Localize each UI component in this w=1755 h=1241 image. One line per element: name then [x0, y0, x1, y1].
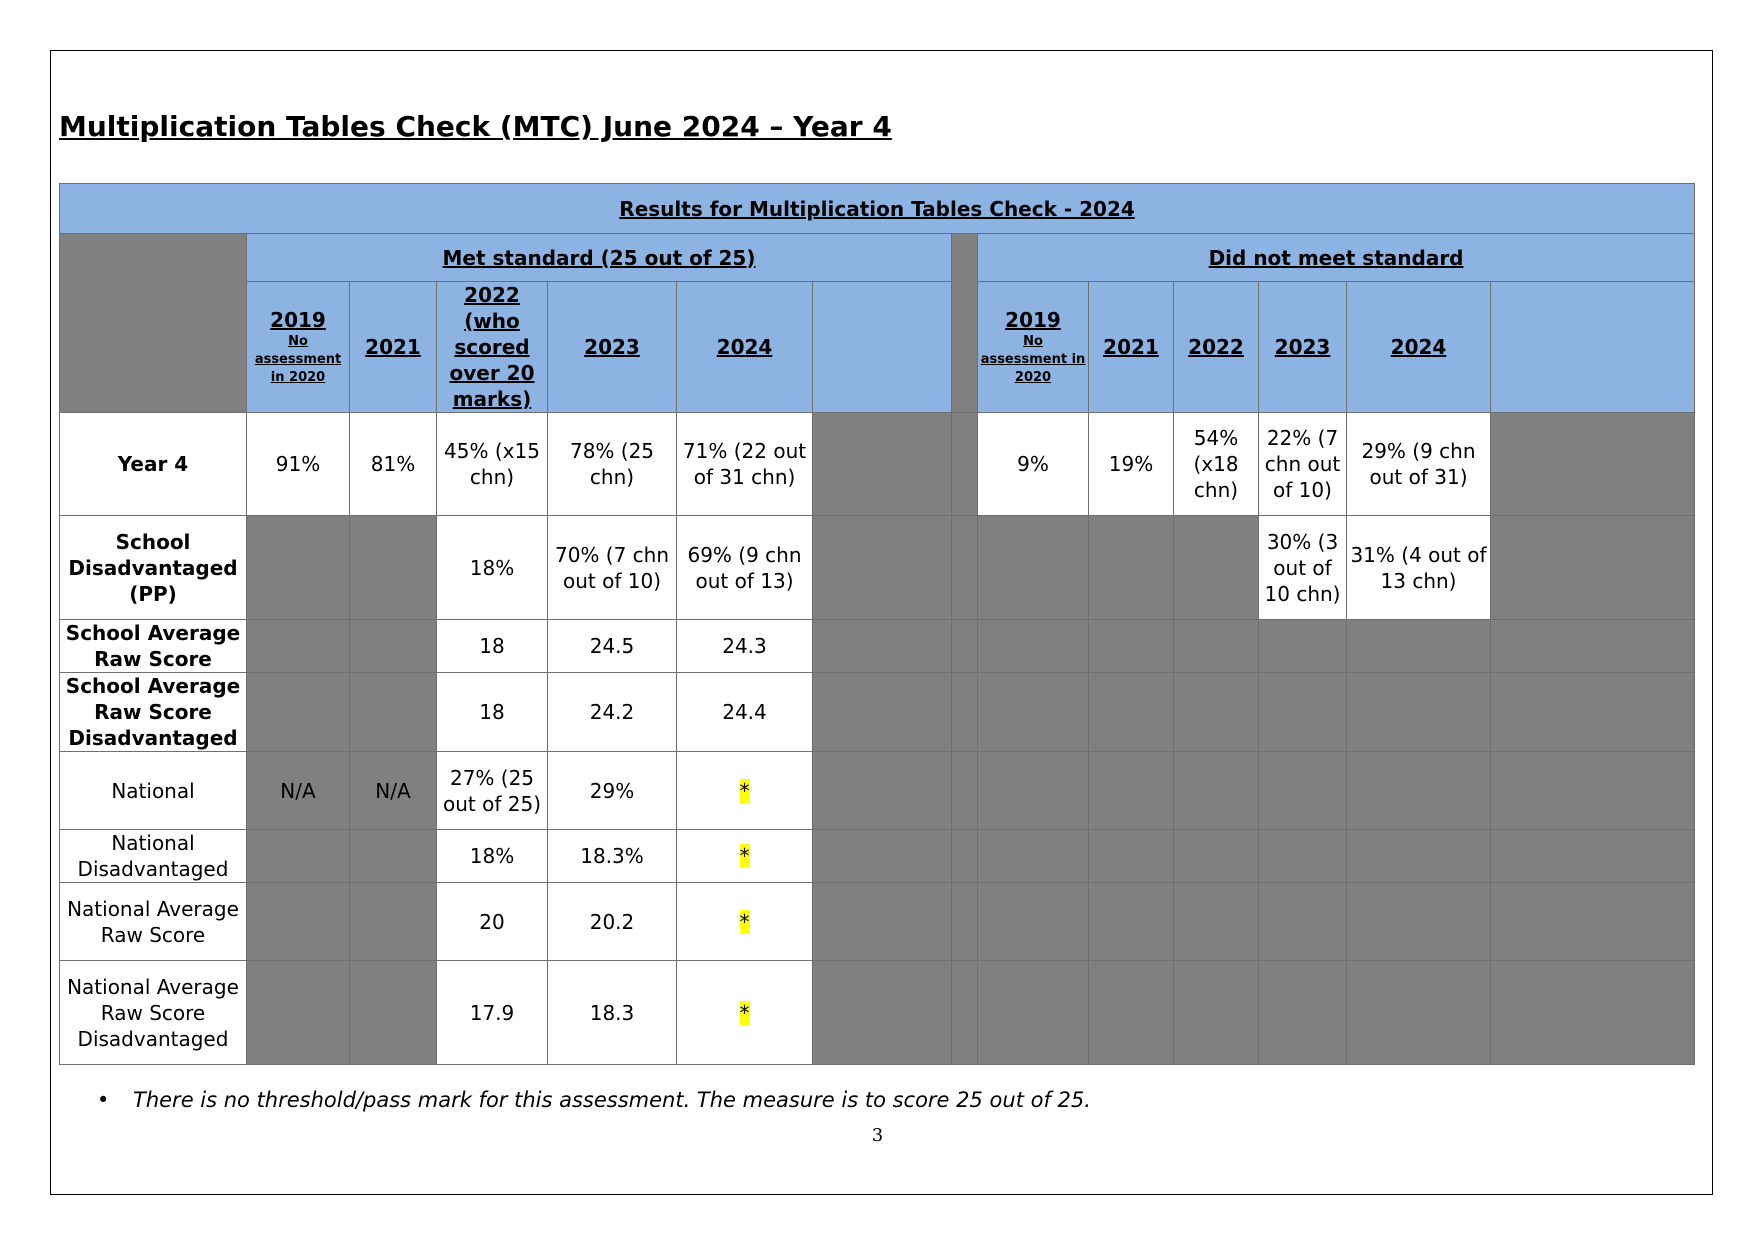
table-cell: [677, 830, 813, 883]
shaded-cell: [978, 830, 1089, 883]
table-cell: 81%: [350, 413, 437, 516]
shaded-cell: [350, 961, 437, 1065]
separator-cell: [952, 620, 978, 673]
shaded-cell: [813, 883, 952, 961]
met-col-2021: 2021: [350, 282, 437, 413]
table-cell: 18%: [437, 830, 548, 883]
table-cell: 20: [437, 883, 548, 961]
shaded-cell: [247, 673, 350, 752]
row-label: School Average Raw Score Disadvantaged: [60, 673, 247, 752]
shaded-cell: [247, 620, 350, 673]
shaded-cell: [1089, 673, 1174, 752]
table-cell: 27% (25 out of 25): [437, 752, 548, 830]
table-cell: 69% (9 chn out of 13): [677, 516, 813, 620]
table-row: [60, 752, 1695, 830]
pending-marker: *: [739, 1000, 750, 1025]
shaded-cell: [350, 516, 437, 620]
shaded-cell: [247, 961, 350, 1065]
table-cell: 29%: [548, 752, 677, 830]
shaded-cell: [1491, 516, 1695, 620]
separator-cell: [952, 413, 978, 516]
table-cell: 70% (7 chn out of 10): [548, 516, 677, 620]
pending-marker: *: [739, 778, 750, 803]
row-label: National Average Raw Score: [60, 883, 247, 961]
met-col-2023: 2023: [548, 282, 677, 413]
met-standard-header: Met standard (25 out of 25): [247, 234, 952, 282]
table-row: [60, 620, 1695, 673]
shaded-cell: [1089, 883, 1174, 961]
table-cell: 24.4: [677, 673, 813, 752]
shaded-cell: [1491, 752, 1695, 830]
table-cell: 17.9: [437, 961, 548, 1065]
shaded-cell: [1174, 883, 1259, 961]
table-cell: 24.3: [677, 620, 813, 673]
shaded-cell: [978, 752, 1089, 830]
row-label: National: [60, 752, 247, 830]
shaded-cell: [813, 673, 952, 752]
table-cell: 18: [437, 673, 548, 752]
notmet-col-2021: 2021: [1089, 282, 1174, 413]
shaded-cell: [1174, 516, 1259, 620]
shaded-cell: [813, 620, 952, 673]
no-assessment-note: No assessment in 2020: [254, 334, 342, 385]
table-cell: 78% (25 chn): [548, 413, 677, 516]
shaded-cell: [1174, 673, 1259, 752]
shaded-cell: [1259, 752, 1347, 830]
shaded-cell: [1089, 516, 1174, 620]
table-cell: 22% (7 chn out of 10): [1259, 413, 1347, 516]
table-cell: 31% (4 out of 13 chn): [1347, 516, 1491, 620]
notmet-col-2019: 2019 No assessment in 2020: [978, 282, 1089, 413]
shaded-cell: [978, 516, 1089, 620]
shaded-cell: [350, 620, 437, 673]
met-col-2022: 2022 (who scored over 20 marks): [437, 282, 548, 413]
table-row: [60, 673, 1695, 752]
shaded-cell: [1089, 961, 1174, 1065]
table-cell: 18%: [437, 516, 548, 620]
table-cell: 9%: [978, 413, 1089, 516]
shaded-cell: [247, 830, 350, 883]
row-label: Year 4: [60, 413, 247, 516]
shaded-cell: [1089, 752, 1174, 830]
shaded-cell: [1347, 752, 1491, 830]
table-row: [60, 830, 1695, 883]
shaded-cell: [1491, 413, 1695, 516]
shaded-cell: [350, 673, 437, 752]
shaded-cell: [1259, 830, 1347, 883]
shaded-cell: [1089, 830, 1174, 883]
row-label: School Average Raw Score: [60, 620, 247, 673]
table-caption: Results for Multiplication Tables Check - 2024: [60, 184, 1695, 234]
shaded-cell: [1347, 673, 1491, 752]
shaded-cell: [978, 620, 1089, 673]
pending-marker: *: [739, 844, 750, 868]
shaded-cell: [350, 883, 437, 961]
shaded-cell: [813, 830, 952, 883]
separator-cell: [952, 752, 978, 830]
page-number: 3: [871, 1125, 884, 1146]
not-met-standard-header: Did not meet standard: [978, 234, 1695, 282]
shaded-cell: [1347, 620, 1491, 673]
shaded-cell: [1491, 620, 1695, 673]
mtc-results-table: [59, 183, 1695, 1065]
table-row: [60, 961, 1695, 1065]
table-cell: [677, 752, 813, 830]
no-assessment-note: No assessment in 2020: [980, 334, 1086, 385]
shaded-cell: [978, 961, 1089, 1065]
separator-cell: [952, 234, 978, 413]
shaded-cell: [350, 830, 437, 883]
table-cell: 91%: [247, 413, 350, 516]
table-cell: 19%: [1089, 413, 1174, 516]
met-col-blank: [813, 282, 952, 413]
pending-marker: *: [739, 909, 750, 934]
table-cell: 20.2: [548, 883, 677, 961]
separator-cell: [952, 883, 978, 961]
table-cell: 18: [437, 620, 548, 673]
shaded-cell: [978, 883, 1089, 961]
table-cell: 71% (22 out of 31 chn): [677, 413, 813, 516]
notmet-col-2023: 2023: [1259, 282, 1347, 413]
shaded-cell: [1347, 883, 1491, 961]
shaded-cell: [978, 673, 1089, 752]
table-cell: 29% (9 chn out of 31): [1347, 413, 1491, 516]
table-cell: 18.3: [548, 961, 677, 1065]
notmet-col-2022: 2022: [1174, 282, 1259, 413]
bullet-icon: •: [97, 1088, 110, 1112]
shaded-cell: [813, 752, 952, 830]
table-cell: [677, 961, 813, 1065]
shaded-cell: [813, 413, 952, 516]
table-cell: 30% (3 out of 10 chn): [1259, 516, 1347, 620]
shaded-cell: [1491, 673, 1695, 752]
row-label: National Average Raw Score Disadvantaged: [60, 961, 247, 1065]
shaded-cell: [1089, 620, 1174, 673]
separator-cell: [952, 830, 978, 883]
shaded-cell: [1347, 961, 1491, 1065]
separator-cell: [952, 961, 978, 1065]
notmet-col-2024: 2024: [1347, 282, 1491, 413]
table-cell: 24.2: [548, 673, 677, 752]
document-title: Multiplication Tables Check (MTC) June 2024 – Year 4: [59, 110, 892, 143]
met-col-2024: 2024: [677, 282, 813, 413]
row-label: School Disadvantaged (PP): [60, 516, 247, 620]
footnote: There is no threshold/pass mark for this assessment. The measure is to score 25 out of 25.: [133, 1088, 1091, 1112]
table-cell: 24.5: [548, 620, 677, 673]
shaded-cell: [247, 883, 350, 961]
shaded-cell: [1259, 961, 1347, 1065]
shaded-cell: [1347, 830, 1491, 883]
shaded-cell: [1259, 883, 1347, 961]
table-cell: 54% (x18 chn): [1174, 413, 1259, 516]
table-row: [60, 413, 1695, 516]
shaded-cell: [1174, 752, 1259, 830]
table-cell: N/A: [350, 752, 437, 830]
table-cell: 45% (x15 chn): [437, 413, 548, 516]
separator-cell: [952, 673, 978, 752]
table-row: [60, 516, 1695, 620]
table-cell: 18.3%: [548, 830, 677, 883]
shaded-cell: [247, 516, 350, 620]
row-label: National Disadvantaged: [60, 830, 247, 883]
table-cell: N/A: [247, 752, 350, 830]
shaded-cell: [1259, 620, 1347, 673]
shaded-cell: [1491, 830, 1695, 883]
table-cell: [677, 883, 813, 961]
shaded-cell: [1174, 620, 1259, 673]
shaded-cell: [1491, 961, 1695, 1065]
shaded-cell: [1174, 830, 1259, 883]
shaded-cell: [1259, 673, 1347, 752]
table-row: [60, 883, 1695, 961]
notmet-col-blank: [1491, 282, 1695, 413]
shaded-cell: [1491, 883, 1695, 961]
shaded-cell: [813, 961, 952, 1065]
separator-cell: [952, 516, 978, 620]
met-col-2019: 2019 No assessment in 2020: [247, 282, 350, 413]
shaded-cell: [1174, 961, 1259, 1065]
shaded-cell: [813, 516, 952, 620]
corner-cell: [60, 234, 247, 413]
